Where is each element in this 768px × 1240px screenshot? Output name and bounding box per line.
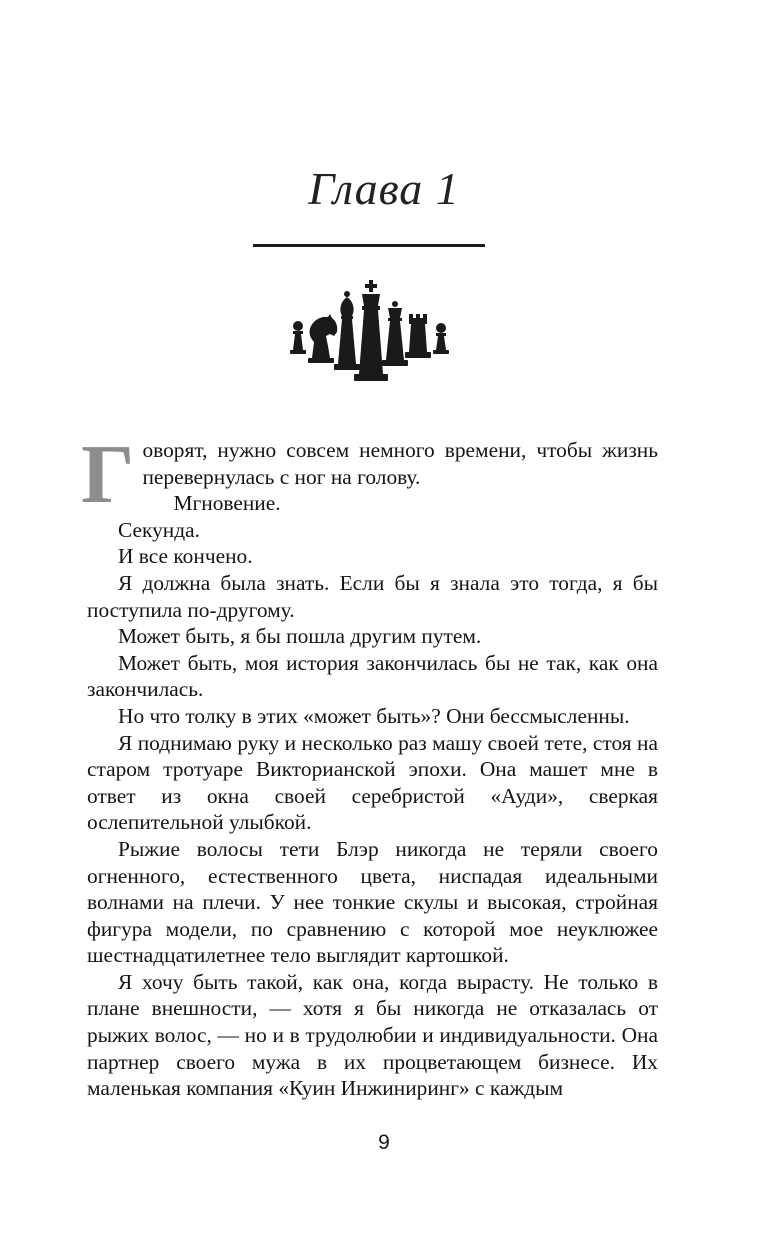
chapter-body [81,428,658,1102]
chapter-title: Глава 1 [308,163,460,214]
pawn-icon-right [433,323,449,354]
rook-icon [405,314,431,358]
paragraph: Может быть, я бы пошла другим путем. [118,624,482,649]
paragraph: Может быть, моя история закончилась бы не так, как она закончилась. [87,650,658,702]
paragraph: Секунда. [118,517,200,542]
queen-icon [382,301,408,366]
paragraph: Но что толку в этих «может быть»? Они бессмысленны. [118,703,630,728]
pawn-icon-left [290,321,306,354]
drop-cap: Г [81,428,135,521]
paragraph: Я должна была знать. Если бы я знала это тогда, я бы поступила по-другому. [87,570,658,622]
paragraph: Я поднимаю руку и несколько раз машу своей тете, стоя на старом тротуаре Викторианской эпохи. Она машет мне в ответ из окна своей серебристой «Ауди», сверкая ослепительной улыбкой. [87,730,658,835]
page-number: 9 [378,1131,390,1154]
paragraph: И все кончено. [118,544,253,569]
paragraph: Я хочу быть такой, как она, когда вырасту. Не только в плане внешности, — хотя я бы никогда не отказалась от рыжих волос, — но и в трудолюбии и индивидуальности. Она партнер своего мужа в их процветающем бизнесе. Их маленькая компания «Куин Инжиниринг» с каждым [87,969,658,1101]
bishop-icon [334,291,360,370]
chess-pieces-icon [284,280,454,385]
paragraph: Рыжие волосы тети Блэр никогда не теряли своего огненного, естественного цвета, ниспадая идеальными волнами на плечи. У нее тонкие скулы и высокая, стройная фигура модели, по сравнению с которой мое неуклюжее шестнадцатилетнее тело выглядит картошкой. [87,836,658,968]
title-underline [253,244,485,247]
knight-icon [308,314,337,363]
paragraph: Мгновение. [173,491,281,516]
opening-text: оворят, нужно совсем немного времени, чтобы жизнь перевернулась с ног на голову. [142,438,658,489]
